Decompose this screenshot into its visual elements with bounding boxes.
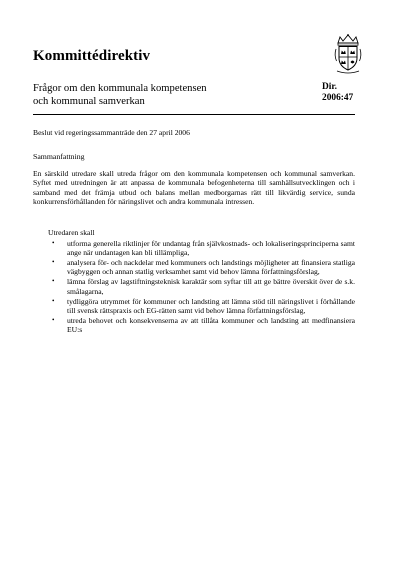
bullet-icon: • <box>52 277 55 286</box>
document-title: Kommittédirektiv <box>33 48 151 64</box>
list-item-text: tydliggöra utrymmet för kommuner och landsting att lämna stöd till näringslivet i förhållande till svensk rättspraxis och EG-rätten samt vid behov lämna författningsförslag, <box>67 296 355 315</box>
document-subtitle <box>33 82 263 108</box>
summary-paragraph: En särskild utredare skall utreda frågor om den kommunala kompetensen och kommunal samverkan. Syftet med utredningen är att anpassa de kommunala befogenheterna till samhällsutvecklingen och i samband med det främja utbud och balans mellan medborgarnas rätt till likvärdig service, sunda konkurrensförhållanden för näringslivet och andra kommunala intressen. <box>33 169 355 206</box>
subtitle-line-1: Frågor om den kommunala kompetensen <box>33 83 207 94</box>
directive-number: 2006:47 <box>322 93 354 103</box>
bullet-lead-in: Utredaren skall <box>48 228 95 237</box>
header-divider <box>33 114 355 115</box>
list-item <box>48 239 355 258</box>
directive-label: Dir. <box>322 82 338 92</box>
list-item-text: utforma generella riktlinjer för undantag från självkostnads- och lokaliseringsprinciperna samt ange när undantagen kan bli tillämpliga, <box>67 239 355 258</box>
swedish-coat-of-arms-icon <box>331 33 365 75</box>
list-item-text: lämna förslag av lagstiftningsteknisk karaktär som syftar till att ge bättre överskit över de s.k. smålagarna, <box>67 277 355 296</box>
subtitle-line-2: och kommunal samverkan <box>33 96 145 107</box>
bullet-icon: • <box>52 258 55 267</box>
list-item <box>48 258 355 277</box>
directive-number-block <box>322 82 353 104</box>
list-item <box>48 316 355 335</box>
task-list <box>48 239 355 335</box>
decision-date: Beslut vid regeringssammanträde den 27 april 2006 <box>33 128 190 137</box>
list-item <box>48 277 355 296</box>
list-item <box>48 297 355 316</box>
list-item-text: utreda behovet och konsekvenserna av att tillåta kommuner och landsting att medfinansiera EU:s <box>67 315 355 335</box>
summary-heading: Sammanfattning <box>33 152 85 161</box>
bullet-icon: • <box>52 296 55 305</box>
bullet-icon: • <box>52 239 55 247</box>
list-item-text: analysera för- och nackdelar med kommuners och landstings möjligheter att finansiera statliga vägbyggen och annan statlig verksamhet samt vid behov lämna författningsförslag, <box>67 258 355 277</box>
bullet-icon: • <box>52 315 55 324</box>
